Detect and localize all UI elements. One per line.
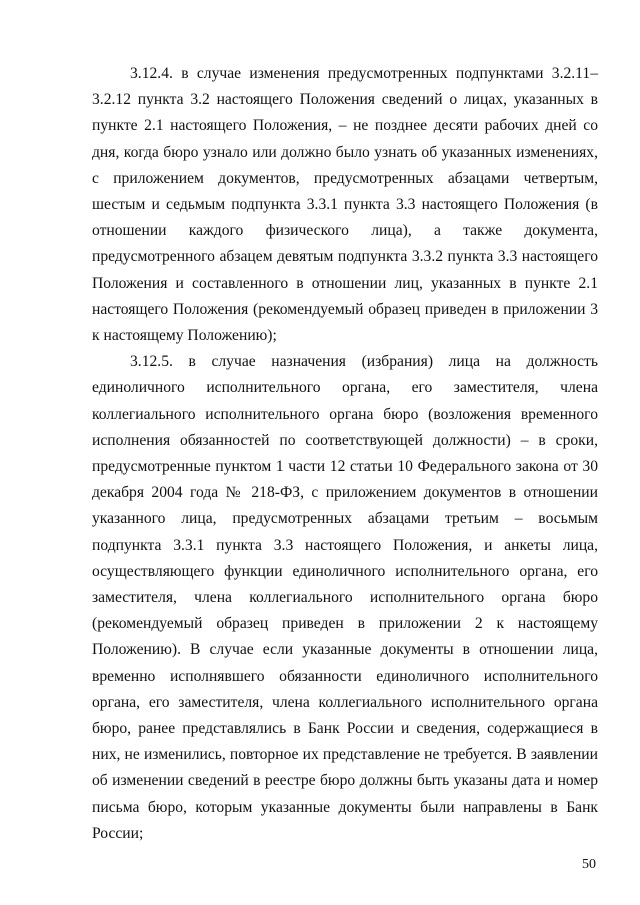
paragraph-3-12-4: 3.12.4. в случае изменения предусмотренных подпунктами 3.2.11–3.2.12 пункта 3.2 настоящего Положения сведений о лицах, указанных в пункте 2.1 настоящего Положения, – не позднее десяти рабочих дней со дня, когда бюро узнало или должно было узнать об указанных изменениях, с приложением документов, предусмотренных абзацами четвертым, шестым и седьмым подпункта 3.3.1 пункта 3.3 настоящего Положения (в отношении каждого физического лица), а также документа, предусмотренного абзацем девятым подпункта 3.3.2 пункта 3.3 настоящего Положения и составленного в отношении лиц, указанных в пункте 2.1 настоящего Положения (рекомендуемый образец приведен в приложении 3 к настоящему Положению);: [92, 65, 598, 345]
paragraph-3-12-5: 3.12.5. в случае назначения (избрания) лица на должность единоличного исполнительного органа, его заместителя, члена коллегиального исполнительного органа бюро (возложения временного исполнения обязанностей по соответствующей должности) – в сроки, предусмотренные пунктом 1 части 12 статьи 10 Федерального закона от 30 декабря 2004 года № 218-ФЗ, с приложением документов в отношении указанного лица, предусмотренных абзацами третьим – восьмым подпункта 3.3.1 пункта 3.3 настоящего Положения, и анкеты лица, осуществляющего функции единоличного исполнительного органа, его заместителя, члена коллегиального исполнительного органа бюро (рекомендуемый образец приведен в приложении 2 к настоящему Положению). В случае если указанные документы в отношении лица, временно исполнявшего обязанности единоличного исполнительного органа, его заместителя, члена коллегиального исполнительного органа бюро, ранее представлялись в Банк России и сведения, содержащиеся в них, не изменились, повторное их представление не требуется. В заявлении об изменении сведений в реестре бюро должны быть указаны дата и номер письма бюро, которым указанные документы были направлены в Банк России;: [92, 353, 598, 842]
document-body: [92, 61, 598, 847]
page-number: 50: [582, 857, 596, 872]
